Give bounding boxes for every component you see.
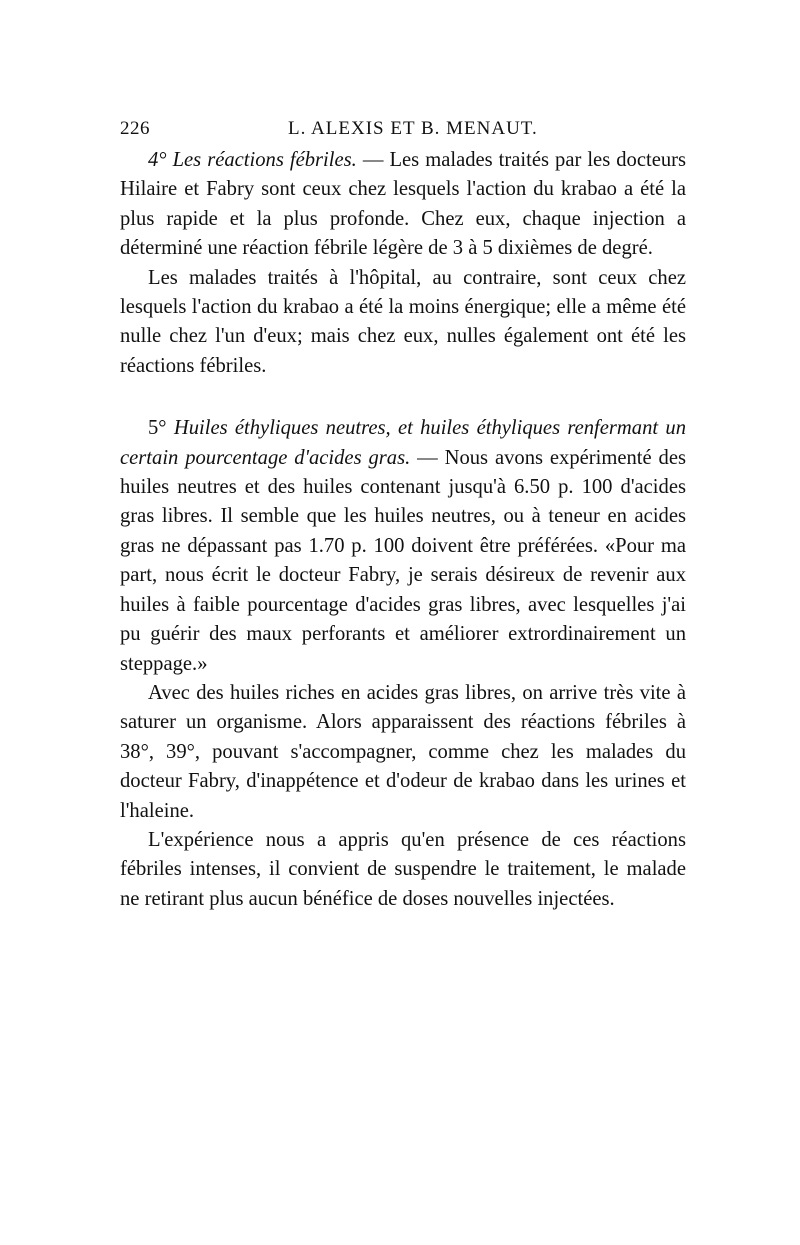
section-4-number: 4°	[148, 149, 167, 171]
section-5-dash: —	[410, 446, 445, 469]
book-page	[120, 100, 686, 914]
section-4-paragraph	[120, 146, 686, 264]
paragraph-experience: L'expérience nous a appris qu'en présence de ces réactions fébriles intenses, il convient de suspendre le traitement, le malade ne retirant plus aucun bénéfice de doses nouvelles injectées.	[120, 828, 686, 910]
running-head	[120, 100, 686, 140]
paragraph-rich-oils: Avec des huiles riches en acides gras libres, on arrive très vite à saturer un organisme. Alors apparaissent des réactions fébriles à 38°, 39°, pouvant s'accompagner, comme chez les malades du docteur Fabry, d'inappétence et d'odeur de krabao dans les urines et l'haleine.	[120, 681, 686, 822]
section-4-dash: —	[356, 149, 390, 171]
page-number: 226	[120, 118, 150, 139]
section-4-text: Les malades traités par les docteurs Hilaire et Fabry sont ceux chez lesquels l'action du krabao a été la plus rapide et la plus profonde. Chez eux, chaque injection a déterminé une réaction fébrile légère de 3 à 5 dixièmes de degré.	[120, 149, 687, 260]
paragraph-hospital: Les malades traités à l'hôpital, au contraire, sont ceux chez lesquels l'action du krabao a été la moins énergique; elle a même été nulle chez l'un d'eux; mais chez eux, nulles également ont été les réactions fébriles.	[120, 266, 686, 377]
section-5-number: 5°	[148, 417, 167, 440]
running-head-authors: L. ALEXIS ET B. MENAUT.	[288, 118, 538, 139]
section-5-text: Nous avons expérimenté des huiles neutres et des huiles contenant jusqu'à 6.50 p. 100 d'acides gras libres. Il semble que les huiles neutres, ou à teneur en acides gras ne dépassant pas 1.70 p. 100 doivent être préférées. «Pour ma part, nous écrit le docteur Fabry, je serais désireux de revenir aux huiles à faible pourcentage d'acides gras libres, avec lesquelles j'ai pu guérir des maux perforants et améliorer extrordinairement un steppage.»	[120, 446, 686, 675]
section-4-title: Les réactions fébriles.	[172, 149, 357, 171]
section-5-paragraph	[120, 414, 686, 679]
section-5-title: Huiles éthyliques neutres, et huiles éthyliques renfermant un certain pourcentage d'acides gras.	[120, 417, 686, 469]
